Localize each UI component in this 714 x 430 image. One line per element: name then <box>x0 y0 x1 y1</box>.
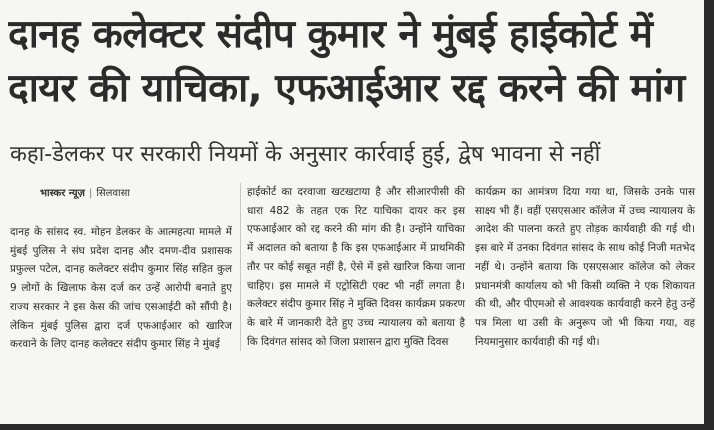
byline-place: सिलवासा <box>96 188 130 199</box>
column-1-text: दानह के सांसद स्व. मोहन डेलकर के आत्महत्या मामले में मुंबई पुलिस ने संघ प्रदेश दानह और दमण-दीव प्रशासक प्रफुल्ल पटेल, दानह कलेक्टर संदीप कुमार सिंह सहित कुल 9 लोगों के खिलाफ केस दर्ज कर उन्हें आरोपी बनाते हुए राज्य सरकार ने इस केस की जांच एसआईटी को सौंपी है। लेकिन मुंबई पुलिस द्वारा दर्ज एफआईआर को खारिज करवाने के लिए दानह कलेक्टर संदीप कुमार सिंह ने मुंबई <box>10 226 232 351</box>
subheadline: कहा-डेलकर पर सरकारी नियमों के अनुसार कार्रवाई हुई, द्वेष भावना से नहीं <box>10 142 601 167</box>
article-column-3 <box>469 183 695 351</box>
headline-line-2: दायर की याचिका, एफआईआर रद्द करने की मांग <box>8 66 685 111</box>
byline-source: भास्कर न्यूज़ <box>40 188 85 199</box>
headline-line-1: दानह कलेक्टर संदीप कुमार ने मुंबई हाईकोर्ट में <box>8 12 653 57</box>
column-3-text: कार्यक्रम का आमंत्रण दिया गया था, जिसके उनके पास साक्ष्य भी हैं। वहीं एसएसआर कॉलेज में उच्च न्यायालय के आदेश की पालना करते हुए तोड़क कार्यवाही की गई थी। इस बारे में उनका दिवंगत सांसद के साथ कोई निजी मतभेद नहीं थे। उन्होंने बताया कि एसएसआर कॉलेज को लेकर प्रधानमंत्री कार्यालय को भी किसी व्यक्ति ने एक शिकायत की थी, और पीएमओ से आवश्यक कार्यवाही करने हेतु उन्हें पत्र मिला था उसी के अनुरूप जो भी किया गया, वह नियमानुसार कार्यवाही की गई थी। <box>475 186 695 348</box>
article-column-2 <box>240 183 465 351</box>
headline <box>8 8 698 116</box>
article-column-1 <box>10 183 232 354</box>
byline: भास्कर न्यूज़ | सिलवासा <box>40 188 130 199</box>
column-2-text: हाईकोर्ट का दरवाजा खटखटाया है और सीआरपीसी की धारा 482 के तहत एक रिट याचिका दायर कर इस एफआईआर को रद्द करने की मांग की है। उन्होंने याचिका में अदालत को बताया है कि इस एफआईआर में प्राथमिकी तौर पर कोई सबूत नहीं है, ऐसे में इसे खारिज किया जाना चाहिए। इस मामले में एट्रोसिटी एक्ट भी नहीं लगता है। कलेक्टर संदीप कुमार सिंह ने मुक्ति दिवस कार्यक्रम प्रकरण के बारे में जानकारी देते हुए उच्च न्यायालय को बताया है कि दिवंगत सांसद को जिला प्रशासन द्वारा मुक्ति दिवस <box>247 186 465 348</box>
